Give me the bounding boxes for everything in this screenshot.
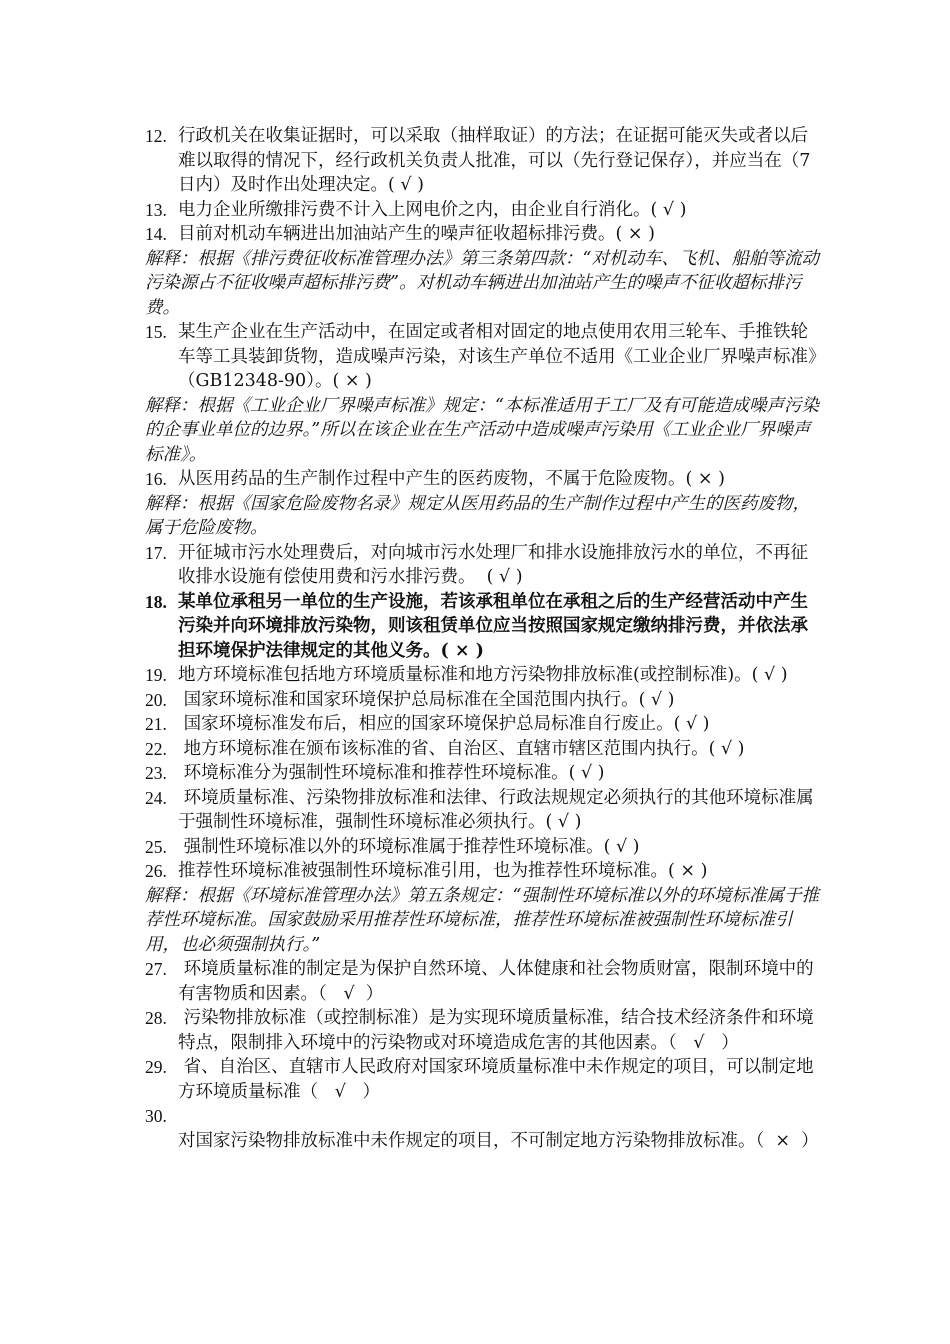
explanation-text: 解释：根据《排污费征收标准管理办法》第三条第四款：“对机动车、飞机、船舶等流动污染源占不征收噪声超标排污费”。对机动车辆进出加油站产生的噪声不征收超标排污费。 [145, 248, 819, 318]
question-number: 17. [145, 542, 167, 563]
question-text: 地方环境标准在颁布该标准的省、自治区、直辖市辖区范围内执行。( √ ) [178, 738, 745, 759]
question-text: 环境质量标准的制定是为保护自然环境、人体健康和社会物质财富，限制环境中的有害物质和因素。（ √ ） [178, 959, 814, 1004]
question-item [145, 198, 820, 223]
question-text: 国家环境标准发布后，相应的国家环境保护总局标准自行废止。( √ ) [178, 714, 710, 734]
question-item [145, 835, 820, 860]
question-item [145, 761, 820, 786]
question-number: 19. [145, 665, 167, 685]
question-item [145, 737, 820, 762]
question-text: 行政机关在收集证据时，可以采取（抽样取证）的方法；在证据可能灭失或者以后难以取得的情况下，经行政机关负责人批准，可以（先行登记保存），并应当在（7 日内）及时作出处理决定。( √ ) [178, 126, 816, 195]
question-item [145, 688, 820, 713]
question-text: 污染物排放标准（或控制标准）是为实现环境质量标准，结合技术经济条件和环境特点，限制排入环境中的污染物或对环境造成危害的其他因素。（ √ ） [178, 1008, 814, 1053]
question-number: 24. [145, 787, 167, 808]
question-number: 22. [145, 738, 167, 759]
question-item [145, 222, 820, 247]
question-item [145, 712, 820, 737]
question-item [145, 663, 820, 688]
question-number: 15. [145, 322, 167, 342]
question-text: 推荐性环境标准被强制性环境标准引用，也为推荐性环境标准。( × ) [178, 861, 708, 881]
question-number: 14. [145, 224, 167, 244]
question-item [145, 320, 820, 394]
question-text: 某单位承租另一单位的生产设施，若该承租单位在承租之后的生产经营活动中产生污染并向环境排放污染物，则该租赁单位应当按照国家规定缴纳排污费，并依法承担环境保护法律规定的其他义务。( × ) [178, 591, 808, 661]
question-text: 强制性环境标准以外的环境标准属于推荐性环境标准。( √ ) [178, 836, 640, 857]
question-number: 20. [145, 689, 167, 710]
question-text: 对国家污染物排放标准中未作规定的项目，不可制定地方污染物排放标准。（ × ） [178, 1106, 819, 1151]
question-number: 13. [145, 199, 167, 220]
question-item [145, 1006, 820, 1055]
question-item [145, 957, 820, 1006]
question-text: 环境质量标准、污染物排放标准和法律、行政法规规定必须执行的其他环境标准属于强制性环境标准，强制性环境标准必须执行。( √ ) [178, 787, 814, 832]
question-number: 28. [145, 1008, 167, 1028]
question-text: 某生产企业在生产活动中，在固定或者相对固定的地点使用农用三轮车、手推铁轮车等工具装卸货物，造成噪声污染，对该生产单位不适用《工业企业厂界噪声标准》（GB12348-90）。( × ) [178, 322, 817, 391]
question-number: 18. [145, 591, 167, 612]
question-number: 21. [145, 714, 167, 734]
question-text: 开征城市污水处理费后，对向城市污水处理厂和排水设施排放污水的单位，不再征收排水设施有偿使用费和污水排污费。 ( √ ) [178, 542, 808, 587]
question-number: 26. [145, 861, 167, 881]
question-item [145, 1055, 820, 1104]
question-item [145, 467, 820, 492]
question-item [145, 859, 820, 884]
question-text: 地方环境标准包括地方环境质量标准和地方污染物排放标准(或控制标准)。( √ ) [178, 665, 788, 685]
explanation-text: 解释：根据《国家危险废物名录》规定从医用药品的生产制作过程中产生的医药废物，属于危险废物。 [145, 493, 810, 538]
explanation-text: 解释：根据《工业企业厂界噪声标准》规定：“本标准适用于工厂及有可能造成噪声污染的企事业单位的边界。”所以在该企业在生产活动中造成噪声污染用《工业企业厂界噪声标准》。 [145, 395, 819, 465]
question-text: 从医用药品的生产制作过程中产生的医药废物，不属于危险废物。( × ) [178, 469, 725, 489]
question-item [145, 590, 820, 664]
question-item [145, 541, 820, 590]
question-number: 23. [145, 763, 167, 783]
question-number: 16. [145, 469, 167, 489]
question-text: 环境标准分为强制性环境标准和推荐性环境标准。( √ ) [178, 763, 605, 783]
explanation-text: 解释：根据《环境标准管理办法》第五条规定：“强制性环境标准以外的环境标准属于推荐性环境标准。国家鼓励采用推荐性环境标准，推荐性环境标准被强制性环境标准引用，也必须强制执行。” [145, 885, 819, 955]
question-number: 30. [145, 1106, 167, 1126]
question-number: 29. [145, 1057, 167, 1077]
question-number: 27. [145, 959, 167, 979]
question-item [145, 1104, 820, 1153]
question-item [145, 786, 820, 835]
question-text: 电力企业所缴排污费不计入上网电价之内，由企业自行消化。( √ ) [178, 199, 687, 220]
question-item [145, 124, 820, 198]
question-text: 国家环境标准和国家环境保护总局标准在全国范围内执行。( √ ) [178, 689, 675, 710]
question-text: 省、自治区、直辖市人民政府对国家环境质量标准中未作规定的项目，可以制定地方环境质量标准（ √ ） [178, 1057, 814, 1102]
question-list [145, 124, 820, 1153]
question-number: 25. [145, 836, 167, 857]
question-number: 12. [145, 126, 167, 146]
question-text: 目前对机动车辆进出加油站产生的噪声征收超标排污费。( × ) [178, 224, 655, 244]
